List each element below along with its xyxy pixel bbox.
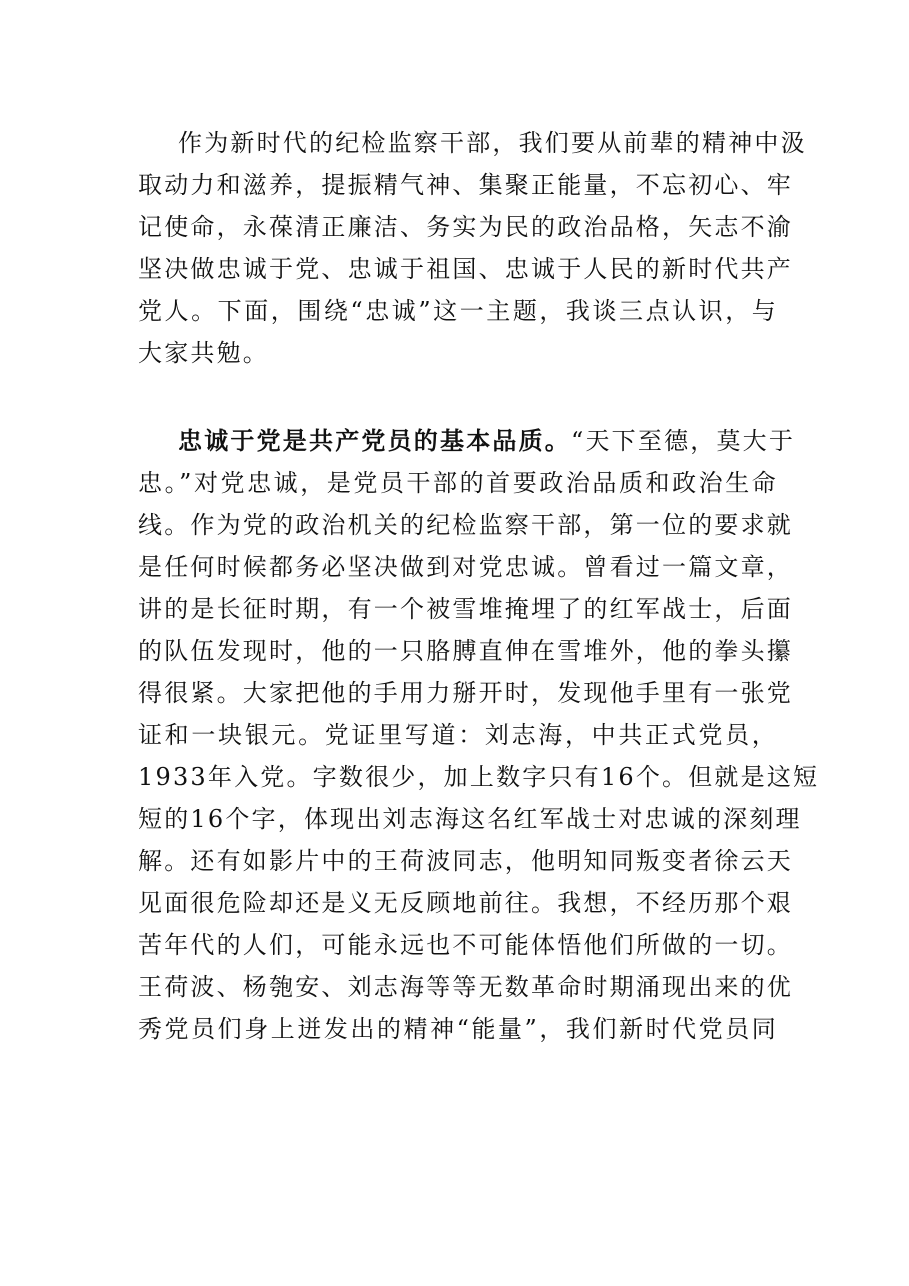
text-line-with-heading xyxy=(138,420,796,462)
paragraph-loyalty xyxy=(138,420,820,1050)
text-line: 忠。”对党忠诚，是党员干部的首要政治品质和政治生命 xyxy=(138,469,778,497)
text-line: 线。作为党的政治机关的纪检监察干部，第一位的要求就 xyxy=(138,511,793,539)
text-line: 短的16个字，体现出刘志海这名红军战士对忠诚的深刻理 xyxy=(138,805,802,833)
text-line: 大家共勉。 xyxy=(138,339,269,367)
text-line: 得很紧。大家把他的手用力掰开时，发现他手里有一张党 xyxy=(138,679,793,707)
text-line: 记使命，永葆清正廉洁、务实为民的政治品格，矢志不渝 xyxy=(138,213,793,241)
text-line: 苦年代的人们，可能永远也不可能体悟他们所做的一切。 xyxy=(138,931,793,959)
text-line: 是任何时候都务必坚决做到对党忠诚。曾看过一篇文章， xyxy=(138,553,793,581)
text-line: 党人。下面，围绕“忠诚”这一主题，我谈三点认识，与 xyxy=(138,297,778,325)
heading-line-rest: “天下至德，莫大于 xyxy=(571,427,796,455)
text-line: 王荷波、杨匏安、刘志海等等无数革命时期涌现出来的优 xyxy=(138,973,793,1001)
text-line: 证和一块银元。党证里写道：刘志海，中共正式党员， xyxy=(138,721,778,749)
paragraph-heading: 忠诚于党是共产党员的基本品质。 xyxy=(178,426,571,455)
text-line: 秀党员们身上迸发出的精神“能量”，我们新时代党员同 xyxy=(138,1015,778,1043)
text-line: 1933年入党。字数很少，加上数字只有16个。但就是这短 xyxy=(138,763,820,791)
text-line: 坚决做忠诚于党、忠诚于祖国、忠诚于人民的新时代共产 xyxy=(138,255,793,283)
text-line: 取动力和滋养，提振精气神、集聚正能量，不忘初心、牢 xyxy=(138,171,793,199)
text-line: 的队伍发现时，他的一只胳膊直伸在雪堆外，他的拳头攥 xyxy=(138,637,793,665)
text-line: 讲的是长征时期，有一个被雪堆掩埋了的红军战士，后面 xyxy=(138,595,793,623)
text-line: 作为新时代的纪检监察干部，我们要从前辈的精神中汲 xyxy=(178,129,807,157)
paragraph-intro xyxy=(138,122,807,374)
text-line: 解。还有如影片中的王荷波同志，他明知同叛变者徐云天 xyxy=(138,847,793,875)
text-line: 见面很危险却还是义无反顾地前往。我想，不经历那个艰 xyxy=(138,889,793,917)
